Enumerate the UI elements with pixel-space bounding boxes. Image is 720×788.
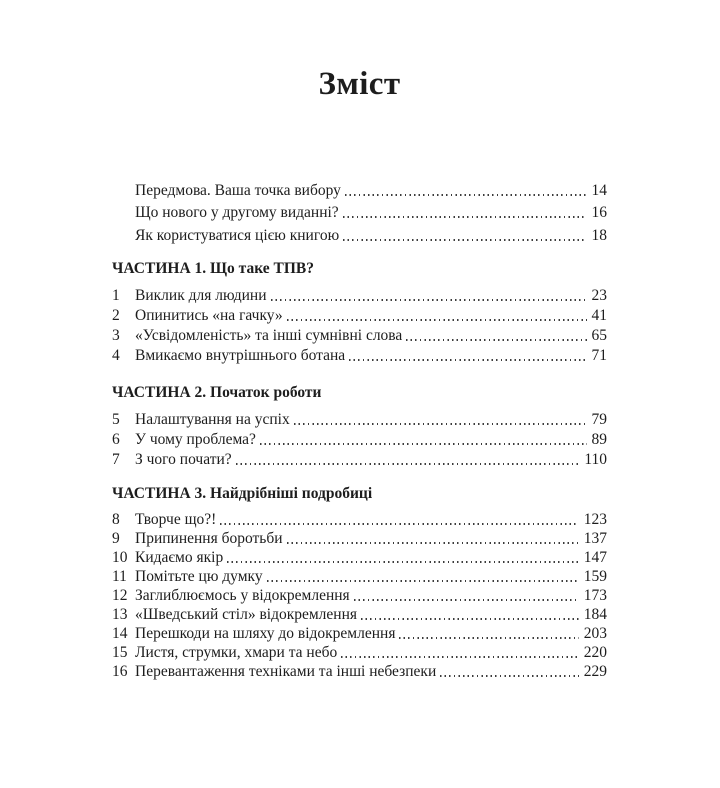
chapter-title: Кидаємо якір xyxy=(135,548,224,566)
page-number: 14 xyxy=(591,181,607,199)
dot-leader xyxy=(361,618,579,620)
toc-entry xyxy=(112,586,607,605)
page-number: 79 xyxy=(591,410,607,428)
page-number: 137 xyxy=(583,529,607,547)
chapter-number: 11 xyxy=(112,567,127,585)
toc-entry xyxy=(112,548,607,567)
chapter-title: Виклик для людини xyxy=(135,286,267,304)
toc-entry xyxy=(112,449,607,469)
chapter-title: Заглиблюємось у відокремлення xyxy=(135,586,350,604)
chapter-title: Налаштування на успіх xyxy=(135,410,290,428)
chapter-title: Вмикаємо внутрішнього ботана xyxy=(135,346,346,364)
page-number: 23 xyxy=(591,286,607,304)
page-number: 220 xyxy=(583,643,607,661)
toc-entry xyxy=(112,624,607,643)
page-number: 147 xyxy=(583,548,607,566)
chapter-title: Опинитись «на гачку» xyxy=(135,306,283,324)
toc-entry xyxy=(112,200,607,223)
page-number: 18 xyxy=(591,226,607,244)
toc-entry xyxy=(112,510,607,529)
page-number: 41 xyxy=(591,306,607,324)
chapter-title: Припинення боротьби xyxy=(135,529,283,547)
chapter-number: 6 xyxy=(112,430,120,448)
toc-entry xyxy=(112,177,607,200)
page-number: 65 xyxy=(591,326,607,344)
chapter-number: 10 xyxy=(112,548,128,566)
chapter-number: 14 xyxy=(112,624,128,642)
dot-leader xyxy=(440,675,578,677)
front-matter-list xyxy=(112,177,607,245)
dot-leader xyxy=(236,463,580,465)
toc-entry xyxy=(112,345,607,365)
dot-leader xyxy=(260,443,587,445)
toc-parts xyxy=(112,260,607,681)
dot-leader xyxy=(354,599,579,601)
dot-leader xyxy=(220,523,578,525)
page-number: 229 xyxy=(583,662,607,680)
chapter-title: Як користуватися цією книгою xyxy=(135,226,340,244)
chapter-number: 9 xyxy=(112,529,120,547)
dot-leader xyxy=(271,299,587,301)
part-rows xyxy=(112,285,607,365)
toc-entry xyxy=(112,567,607,586)
toc-entry xyxy=(112,222,607,245)
toc-part xyxy=(112,485,607,681)
chapter-title: Творче що?! xyxy=(135,510,217,528)
page-number: 16 xyxy=(591,204,607,221)
toc-entry xyxy=(112,605,607,624)
dot-leader xyxy=(227,561,579,563)
part-heading: ЧАСТИНА 3. Найдрібніші подробиці xyxy=(112,484,373,502)
dot-leader xyxy=(341,656,579,658)
part-rows xyxy=(112,510,607,681)
toc-part xyxy=(112,260,607,365)
chapter-title: «Шведський стіл» відокремлення xyxy=(135,605,358,623)
chapter-number: 4 xyxy=(112,346,120,364)
toc-entry xyxy=(112,305,607,325)
dot-leader xyxy=(287,319,587,321)
chapter-title: Передмова. Ваша точка вибору xyxy=(135,181,341,199)
chapter-title: З чого почати? xyxy=(135,450,232,468)
chapter-number: 1 xyxy=(112,286,120,304)
dot-leader xyxy=(294,423,587,425)
dot-leader xyxy=(406,339,586,341)
chapter-number: 2 xyxy=(112,306,120,324)
dot-leader xyxy=(345,194,587,196)
toc-entry xyxy=(112,643,607,662)
chapter-number: 15 xyxy=(112,643,128,661)
page-number: 123 xyxy=(583,510,607,528)
toc-part xyxy=(112,384,607,469)
chapter-title: Листя, струмки, хмари та небо xyxy=(135,643,338,661)
dot-leader xyxy=(287,542,579,544)
toc-entry xyxy=(112,662,607,681)
page-number: 89 xyxy=(591,430,607,448)
page-number: 110 xyxy=(584,450,607,468)
page-number: 71 xyxy=(591,346,607,364)
chapter-number: 12 xyxy=(112,586,128,604)
part-rows xyxy=(112,409,607,469)
toc-entry xyxy=(112,409,607,429)
toc-entry xyxy=(112,325,607,345)
chapter-title: «Усвідомленість» та інші сумнівні слова xyxy=(135,326,403,344)
toc-page xyxy=(0,68,720,788)
chapter-title: Помітьте цю думку xyxy=(135,567,263,585)
page-title: Зміст xyxy=(318,66,401,102)
toc-entry xyxy=(112,285,607,305)
dot-leader xyxy=(267,580,579,582)
page-number: 173 xyxy=(583,586,607,604)
page-number: 203 xyxy=(583,624,607,642)
part-heading: ЧАСТИНА 1. Що таке ТПВ? xyxy=(112,259,314,277)
chapter-title: У чому проблема? xyxy=(135,430,256,448)
dot-leader xyxy=(399,637,578,639)
dot-leader xyxy=(349,359,586,361)
page-number: 159 xyxy=(583,567,607,585)
page-number: 184 xyxy=(583,605,607,623)
dot-leader xyxy=(343,216,587,218)
part-heading: ЧАСТИНА 2. Початок роботи xyxy=(112,383,322,401)
chapter-title: Перевантаження техніками та інші небезпеки xyxy=(135,662,437,680)
chapter-title: Перешкоди на шляху до відокремлення xyxy=(135,624,396,642)
chapter-number: 7 xyxy=(112,450,120,468)
toc-entry xyxy=(112,529,607,548)
toc-entry xyxy=(112,429,607,449)
chapter-number: 3 xyxy=(112,326,120,344)
chapter-number: 13 xyxy=(112,605,128,623)
chapter-number: 5 xyxy=(112,410,120,428)
dot-leader xyxy=(343,239,586,241)
chapter-title: Що нового у другому виданні? xyxy=(135,204,339,221)
chapter-number: 8 xyxy=(112,510,120,528)
chapter-number: 16 xyxy=(112,662,128,680)
